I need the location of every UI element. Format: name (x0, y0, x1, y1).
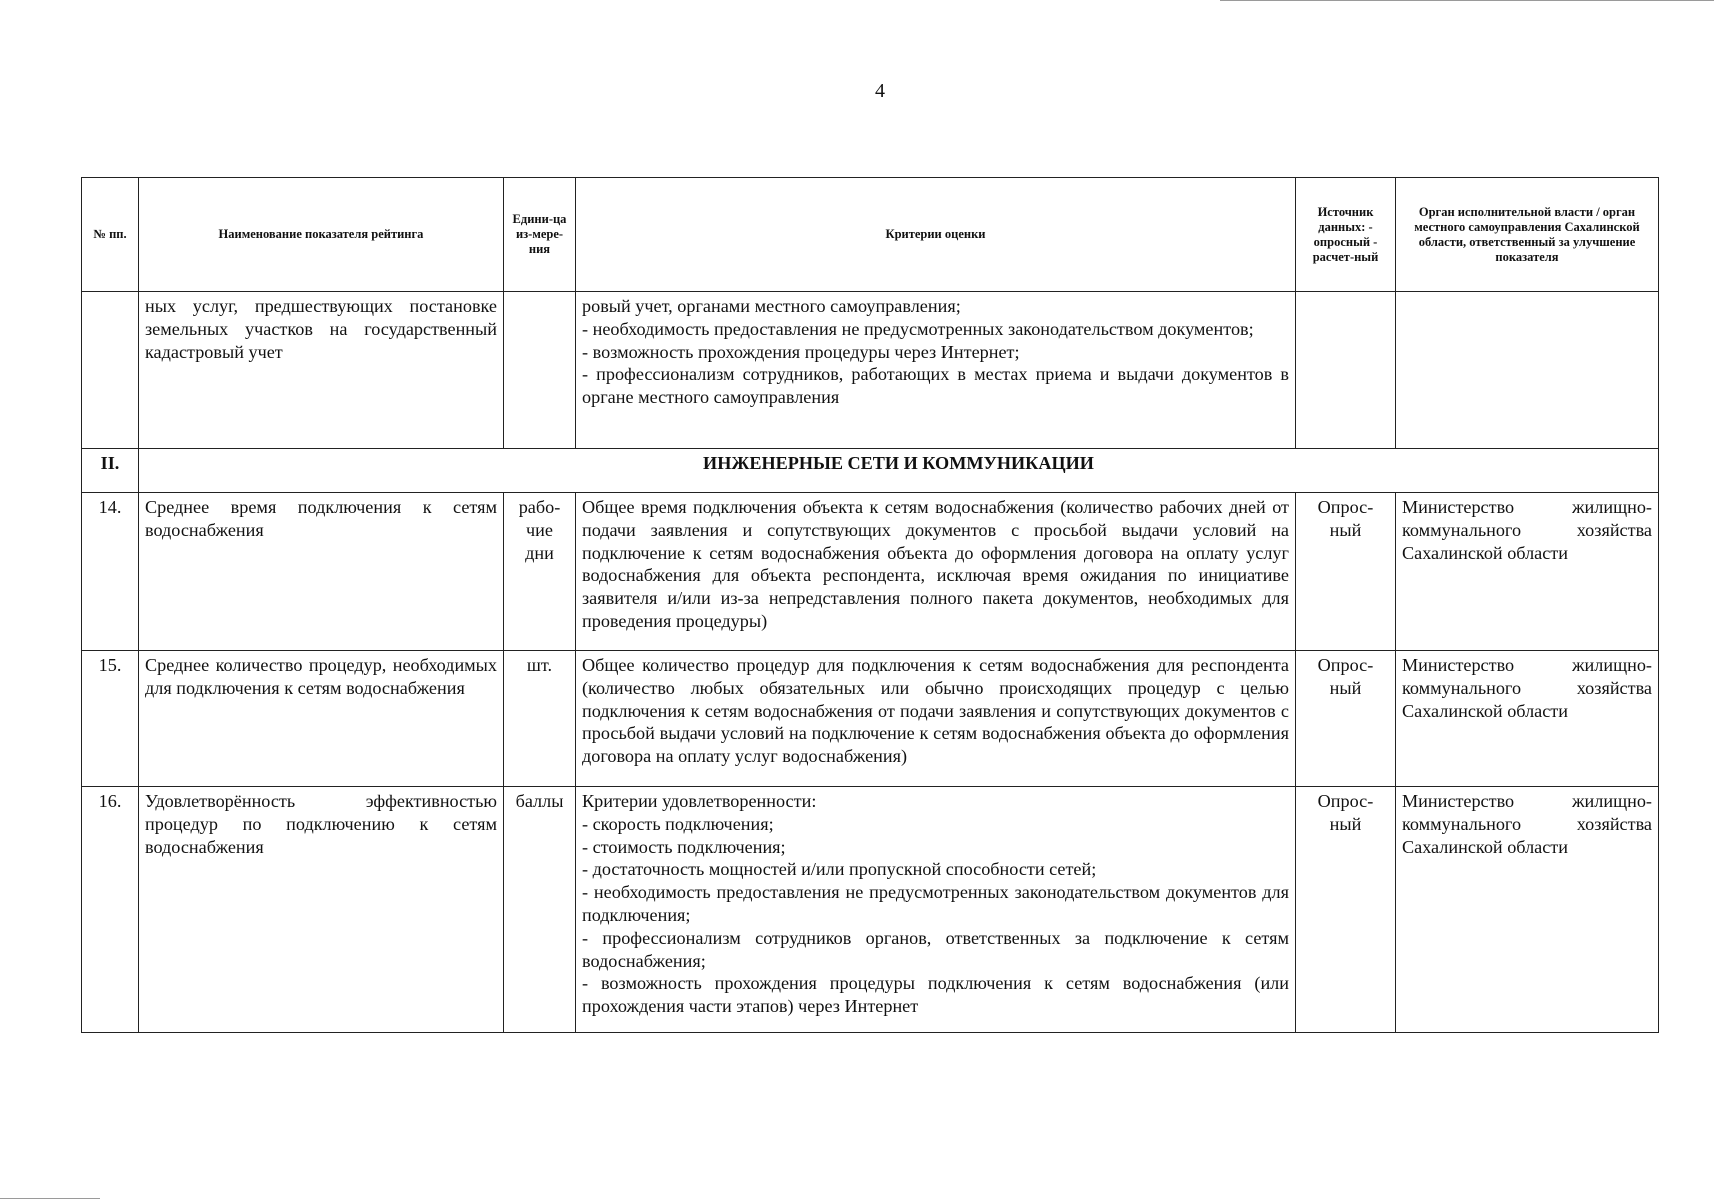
section-row (82, 449, 1659, 493)
criteria-line: ровый учет, органами местного самоуправления; (582, 296, 961, 316)
criteria-line: - стоимость подключения; (582, 836, 786, 857)
cell-unit: шт. (504, 651, 576, 787)
criteria-line: Критерии удовлетворенности: (582, 791, 817, 811)
table-header-row (82, 178, 1659, 292)
cell-name: Среднее количество процедур, необходимых для подключения к сетям водоснабжения (139, 651, 504, 787)
table-row (82, 787, 1659, 1033)
page-number: 4 (875, 80, 885, 102)
header-criteria: Критерии оценки (576, 178, 1296, 292)
scan-edge-bottom (0, 1198, 100, 1199)
criteria-line: - достаточность мощностей и/или пропускной способности сетей; (582, 859, 1097, 880)
cell-source (1296, 292, 1396, 449)
criteria-line: - необходимость предоставления не предусмотренных законодательством документов; (582, 318, 1254, 339)
cell-source: Опрос-ный (1296, 787, 1396, 1033)
criteria-line: - необходимость предоставления не предусмотренных законодательством документов для подключения; (582, 882, 1289, 925)
cell-unit (504, 292, 576, 449)
scan-edge-top (1220, 0, 1714, 1)
cell-unit: рабо-чие дни (504, 493, 576, 651)
header-num: № пп. (82, 178, 139, 292)
cell-name: Среднее время подключения к сетям водоснабжения (139, 493, 504, 651)
header-unit: Едини-ца из-мере-ния (504, 178, 576, 292)
criteria-line: Общее количество процедур для подключения к сетям водоснабжения для респондента (количество любых обязательных или обычно происходящих процедур с целью подключения к сетям водоснабжения от подачи заявления и сопутствующих документов с просьбой выдачи условий на подключение к сетям водоснабжения объекта до оформления договора на оплату услуг водоснабжения) (582, 655, 1289, 767)
cell-criteria (576, 292, 1296, 449)
cell-unit: баллы (504, 787, 576, 1033)
criteria-line: - возможность прохождения процедуры через Интернет; (582, 341, 1020, 362)
table-row-continuation (82, 292, 1659, 449)
cell-num (82, 292, 139, 449)
cell-criteria (576, 787, 1296, 1033)
cell-name: Удовлетворённость эффективностью процедур по подключению к сетям водоснабжения (139, 787, 504, 1033)
cell-num: 15. (82, 651, 139, 787)
cell-responsible: Министерство жилищно-коммунального хозяйства Сахалинской области (1396, 787, 1659, 1033)
header-name: Наименование показателя рейтинга (139, 178, 504, 292)
cell-source: Опрос-ный (1296, 493, 1396, 651)
section-title: ИНЖЕНЕРНЫЕ СЕТИ И КОММУНИКАЦИИ (139, 449, 1659, 493)
cell-num: 16. (82, 787, 139, 1033)
header-source: Источник данных: - опросный - расчет-ный (1296, 178, 1396, 292)
cell-criteria (576, 493, 1296, 651)
table-row (82, 493, 1659, 651)
cell-criteria (576, 651, 1296, 787)
cell-name: ных услуг, предшествующих постановке земельных участков на государственный кадастровый учет (139, 292, 504, 449)
section-num: II. (82, 449, 139, 493)
criteria-line: - возможность прохождения процедуры подключения к сетям водоснабжения (или прохождения части этапов) через Интернет (582, 973, 1289, 1017)
criteria-line: - профессионализм сотрудников, работающих в местах приема и выдачи документов в органе местного самоуправления (582, 364, 1289, 408)
cell-responsible (1396, 292, 1659, 449)
table-row (82, 651, 1659, 787)
cell-source: Опрос-ный (1296, 651, 1396, 787)
rating-table (81, 177, 1659, 1033)
cell-num: 14. (82, 493, 139, 651)
cell-responsible: Министерство жилищно-коммунального хозяйства Сахалинской области (1396, 651, 1659, 787)
criteria-line: Общее время подключения объекта к сетям водоснабжения (количество рабочих дней от подачи заявления и сопутствующих документов с просьбой выдачи условий на подключение к сетям водоснабжения объекта до оформления договора на оплату услуг водоснабжения для объекта респондента, исключая время ожидания по инициативе заявителя и/или из-за непредставления полного пакета документов, необходимых для проведения процедуры) (582, 497, 1289, 631)
cell-responsible: Министерство жилищно-коммунального хозяйства Сахалинской области (1396, 493, 1659, 651)
criteria-line: - скорость подключения; (582, 813, 774, 834)
criteria-line: - профессионализм сотрудников органов, ответственных за подключение к сетям водоснабжения; (582, 927, 1289, 971)
header-responsible: Орган исполнительной власти / орган местного самоуправления Сахалинской области, ответственный за улучшение показателя (1396, 178, 1659, 292)
